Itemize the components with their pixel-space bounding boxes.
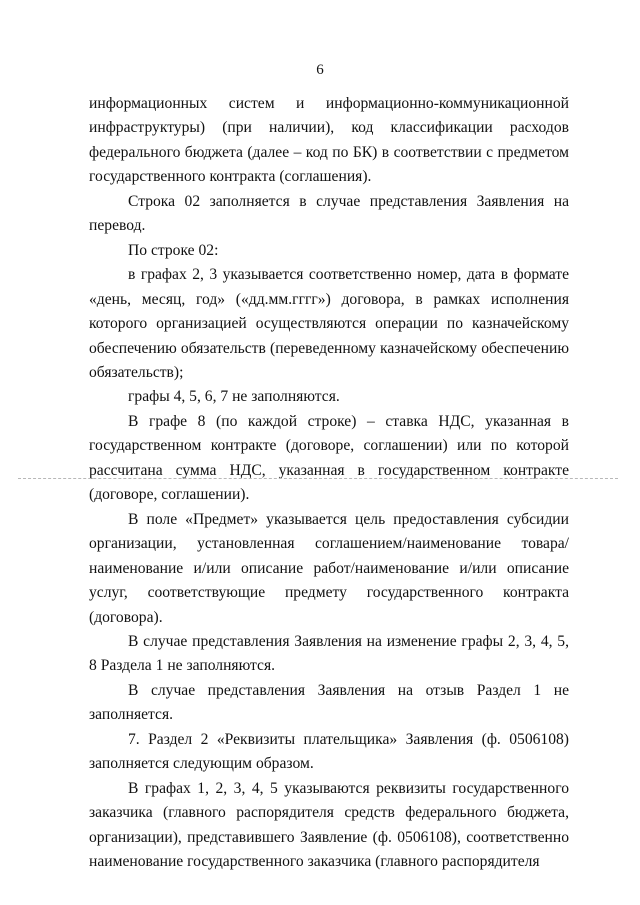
scan-artifact-line — [18, 478, 618, 479]
paragraph: информационных систем и информационно-коммуникационной инфраструктуры) (при наличии), код классификации расходов федерального бюджета (далее – код по БК) в соответствии с предметом государственного контракта (соглашения). — [89, 95, 569, 186]
paragraph: Строка 02 заполняется в случае представления Заявления на перевод. — [89, 192, 569, 235]
paragraph: В поле «Предмет» указывается цель предоставления субсидии организации, установленная соглашением/наименование товара/наименование и/или описание работ/наименование и/или описание услуг, соответствующие предмету государственного контракта (договора). — [89, 510, 569, 626]
paragraph: В графах 1, 2, 3, 4, 5 указываются реквизиты государственного заказчика (главного распорядителя средств федерального бюджета, организации), представившего Заявление (ф. 0506108), соответственно наименование государственного заказчика (главного распорядителя — [89, 779, 569, 871]
paragraph: По строке 02: — [128, 241, 219, 259]
paragraph: В случае представления Заявления на изменение графы 2, 3, 4, 5, 8 Раздела 1 не заполняются. — [89, 632, 569, 675]
paragraph: 7. Раздел 2 «Реквизиты плательщика» Заявления (ф. 0506108) заполняется следующим образом. — [89, 730, 569, 773]
paragraph: В графе 8 (по каждой строке) – ставка НДС, указанная в государственном контракте (договоре, соглашении) или по которой рассчитана сумма НДС, указанная в государственном контракте (договоре, соглашении). — [89, 412, 569, 504]
paragraph: графы 4, 5, 6, 7 не заполняются. — [128, 388, 340, 406]
paragraph: В случае представления Заявления на отзыв Раздел 1 не заполняется. — [89, 681, 569, 724]
paragraph: в графах 2, 3 указывается соответственно номер, дата в формате «день, месяц, год» («дд.мм.гггг») договора, в рамках исполнения которого организацией осуществляются операции по казначейскому обеспечению обязательств (переведенному казначейскому обеспечению обязательств); — [89, 266, 569, 381]
document-body — [89, 92, 569, 875]
page-number: 6 — [316, 62, 324, 78]
